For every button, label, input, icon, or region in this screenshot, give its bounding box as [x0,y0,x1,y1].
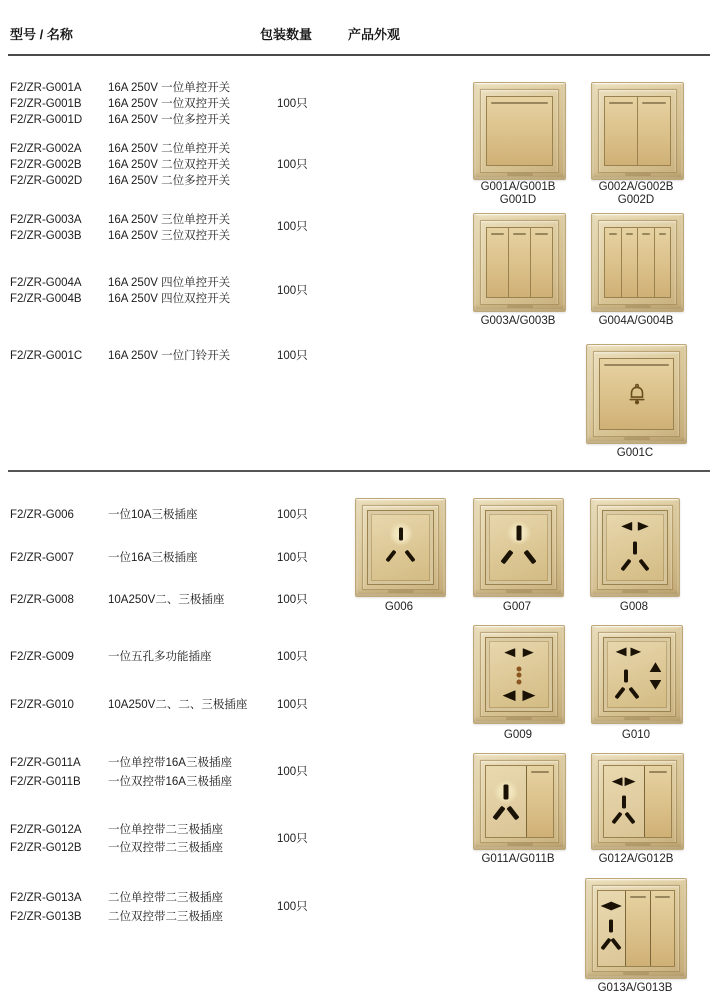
pin-hole [503,690,516,701]
rocker-key [605,97,637,165]
pin-hole [611,902,622,911]
product-image-g011-switch-socket-16a [473,753,566,850]
product-image-g003-switch-3gang [473,213,566,312]
pin-hole [649,680,661,690]
pin-hole [385,550,396,563]
brand-mark [507,843,533,846]
combo-panel [597,890,675,967]
desc-cell: 一位单控带二三极插座 [108,824,223,836]
brand-mark [388,590,414,593]
image-caption: G013A/G013B [597,982,673,994]
image-caption: G011A/G011B [481,853,555,865]
pin-hole [405,550,416,563]
brand-mark [507,305,533,308]
column-header-model: 型号 / 名称 [10,27,73,42]
qty-cell: 100只 [277,98,308,110]
pin-hole [625,777,636,786]
pin-hole [638,559,649,572]
model-cell: F2/ZR-G013A [10,892,82,904]
pin-hole [614,687,625,700]
qty-cell: 100只 [277,350,308,362]
desc-cell: 16A 250V 一位门铃开关 [108,350,231,362]
product-image-g006-socket-3pin-10a [355,498,446,597]
model-cell: F2/ZR-G003B [10,230,82,242]
rocker-key [645,766,671,837]
image-caption: G001C [616,447,654,459]
section-divider [8,470,710,472]
desc-cell: 16A 250V 二位双控开关 [108,159,231,171]
qty-cell: 100只 [277,833,308,845]
qty-cell: 100只 [277,159,308,171]
desc-cell: 16A 250V 三位单控开关 [108,214,231,226]
product-image-g013-2switch-socket-5hole [585,878,687,979]
brand-mark [625,843,651,846]
socket-area [604,766,644,837]
pin-hole [616,647,627,656]
rocker-key [651,891,674,966]
brand-mark [507,173,533,176]
brand-mark [506,717,532,720]
image-caption: G007 [502,601,532,613]
brand-mark [506,590,532,593]
model-cell: F2/ZR-G001D [10,114,83,126]
doorbell-icon [623,382,650,414]
model-cell: F2/ZR-G011B [10,776,81,788]
model-cell: F2/ZR-G002A [10,143,82,155]
rocker-key [626,891,649,966]
product-image-g002-switch-2gang [591,82,684,180]
pin-hole [633,542,637,555]
pin-hole [621,522,632,531]
desc-cell: 10A250V二、二、三极插座 [108,699,248,711]
socket-panel [485,637,553,712]
image-caption: G012A/G012B [598,853,674,865]
pin-hole [516,525,521,540]
combo-panel [485,765,554,838]
qty-cell: 100只 [277,509,308,521]
rocker-key [622,228,638,297]
socket-panel [485,510,552,585]
rocker-key [655,228,671,297]
qty-cell: 100只 [277,221,308,233]
image-caption: G001A/G001B G001D [480,181,556,206]
pin-hole [523,550,536,565]
pin-hole [625,811,636,824]
model-cell: F2/ZR-G009 [10,651,74,663]
pin-hole [620,559,631,572]
rocker-key [531,228,552,297]
brand-mark [622,590,648,593]
model-cell: F2/ZR-G008 [10,594,74,606]
column-header-qty: 包装数量 [260,27,313,42]
rocker-key [605,228,621,297]
pin-hole [622,795,626,808]
combo-panel [603,765,672,838]
desc-cell: 16A 250V 一位单控开关 [108,82,231,94]
qty-cell: 100只 [277,699,308,711]
product-image-g007-socket-3pin-16a [473,498,564,597]
model-cell: F2/ZR-G006 [10,509,74,521]
pin-hole [609,920,613,933]
desc-cell: 16A 250V 一位双控开关 [108,98,231,110]
image-caption: G008 [619,601,649,613]
desc-cell: 二位双控带二三极插座 [108,911,223,923]
product-image-g001-switch-1gang [473,82,566,180]
model-cell: F2/ZR-G011A [10,757,81,769]
model-cell: F2/ZR-G012A [10,824,82,836]
desc-cell: 10A250V二、三极插座 [108,594,225,606]
pin-hole [517,679,522,684]
rocker-key [638,228,654,297]
image-caption: G002A/G002B G002D [598,181,674,206]
socket-area [486,766,526,837]
socket-panel [603,637,671,712]
rocker-key [638,97,670,165]
pin-hole [517,673,522,678]
model-cell: F2/ZR-G004A [10,277,82,289]
model-cell: F2/ZR-G004B [10,293,82,305]
pin-hole [507,805,520,820]
model-cell: F2/ZR-G013B [10,911,82,923]
model-cell: F2/ZR-G001B [10,98,82,110]
rocker-key [487,228,508,297]
pin-hole [492,805,505,820]
brand-mark [624,437,650,440]
desc-cell: 16A 250V 四位双控开关 [108,293,231,305]
socket-panel [367,510,434,585]
desc-cell: 16A 250V 四位单控开关 [108,277,231,289]
pin-hole [638,522,649,531]
desc-cell: 一位五孔多功能插座 [108,651,212,663]
qty-cell: 100只 [277,552,308,564]
pin-hole [630,647,641,656]
pin-hole [517,666,522,671]
product-image-g008-socket-5hole [590,498,680,597]
desc-cell: 16A 250V 一位多控开关 [108,114,231,126]
desc-cell: 一位16A三极插座 [108,552,198,564]
product-image-g004-switch-4gang [591,213,684,312]
pin-hole [523,648,534,657]
model-cell: F2/ZR-G007 [10,552,74,564]
pin-hole [399,527,403,540]
pin-hole [611,938,622,951]
desc-cell: 16A 250V 二位单控开关 [108,143,231,155]
pin-hole [628,687,639,700]
qty-cell: 100只 [277,651,308,663]
brand-mark [625,305,651,308]
pin-hole [522,690,535,701]
qty-cell: 100只 [277,594,308,606]
pin-hole [501,550,514,565]
qty-cell: 100只 [277,766,308,778]
model-cell: F2/ZR-G012B [10,842,82,854]
model-cell: F2/ZR-G003A [10,214,82,226]
image-caption: G010 [621,729,651,741]
pin-hole [504,648,515,657]
image-caption: G003A/G003B [480,315,556,327]
desc-cell: 二位单控带二三极插座 [108,892,223,904]
desc-cell: 16A 250V 二位多控开关 [108,175,231,187]
image-caption: G004A/G004B [598,315,674,327]
socket-panel [602,510,668,585]
product-image-g009-socket-multifunction [473,625,565,724]
rocker-key [527,766,553,837]
desc-cell: 一位双控带16A三极插座 [108,776,232,788]
model-cell: F2/ZR-G001A [10,82,82,94]
rocker-key [487,97,552,165]
pin-hole [601,902,612,911]
brand-mark [624,717,650,720]
desc-cell: 一位双控带二三极插座 [108,842,223,854]
column-header-appearance: 产品外观 [348,27,401,42]
pin-hole [649,662,661,672]
pin-hole [504,784,509,799]
brand-mark [625,173,651,176]
qty-cell: 100只 [277,285,308,297]
model-cell: F2/ZR-G001C [10,350,83,362]
pin-hole [612,777,623,786]
desc-cell: 一位单控带16A三极插座 [108,757,232,769]
product-image-g012-switch-socket-5hole [591,753,684,850]
desc-cell: 16A 250V 三位双控开关 [108,230,231,242]
desc-cell: 一位10A三极插座 [108,509,198,521]
image-caption: G006 [384,601,414,613]
rocker-key [509,228,530,297]
qty-cell: 100只 [277,901,308,913]
socket-area [598,891,625,966]
pin-hole [611,811,622,824]
model-cell: F2/ZR-G002D [10,175,83,187]
pin-hole [624,669,628,682]
brand-mark [623,972,649,975]
model-cell: F2/ZR-G010 [10,699,74,711]
product-image-g010-socket-2-2-3pin [591,625,683,724]
header-divider [8,54,710,56]
model-cell: F2/ZR-G002B [10,159,82,171]
image-caption: G009 [503,729,533,741]
product-image-g001c-doorbell-switch [586,344,687,444]
